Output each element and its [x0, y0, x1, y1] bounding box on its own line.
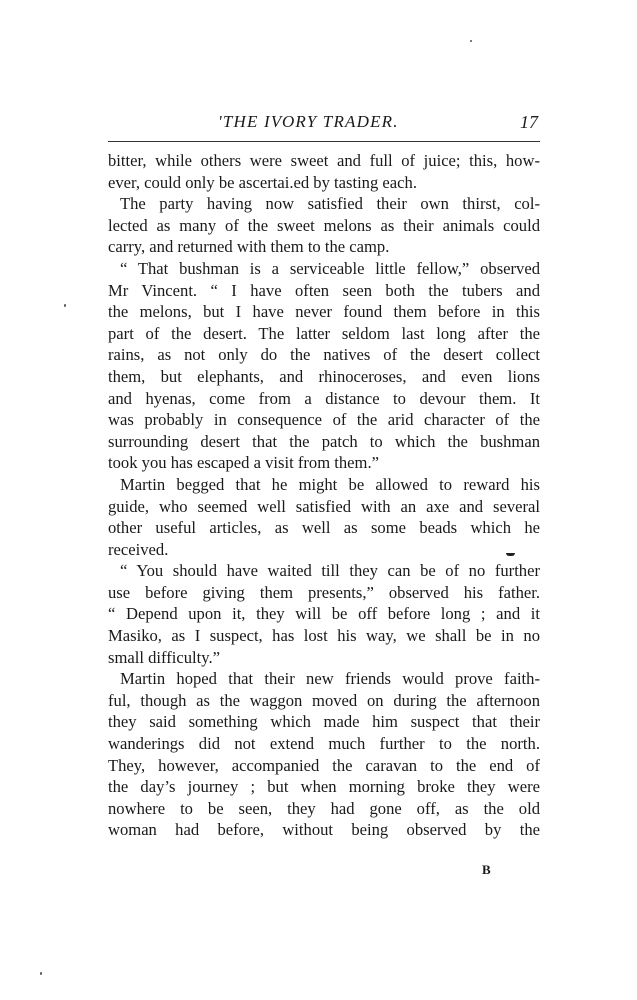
running-title: 'THE IVORY TRADER. — [218, 112, 399, 131]
text-line: The party having now satisfied their own thirst, col- — [120, 194, 540, 214]
header-rule — [108, 141, 540, 142]
text-line: other useful articles, as well as some beads which he — [108, 518, 540, 538]
ink-speck — [64, 304, 66, 307]
text-line: small difficulty.” — [108, 647, 220, 667]
ink-speck — [40, 972, 42, 975]
text-line: Masiko, as I suspect, has lost his way, we shall be in no — [108, 626, 540, 646]
text-line: and hyenas, come from a distance to devour them. It — [108, 388, 540, 408]
text-line: them, but elephants, and rhinoceroses, and even lions — [108, 366, 540, 386]
page-number: 17 — [520, 112, 538, 132]
text-line: “ That bushman is a serviceable little fellow,” observed — [120, 258, 540, 278]
text-line: was probably in consequence of the arid character of the — [108, 410, 540, 430]
text-line: they said something which made him suspect that their — [108, 712, 540, 732]
text-line: ful, though as the waggon moved on during the afternoon — [108, 690, 540, 710]
text-line: guide, who seemed well satisfied with an axe and several — [108, 496, 540, 516]
signature-mark: B — [482, 862, 492, 877]
text-line: They, however, accompanied the caravan to the end of — [108, 755, 540, 775]
text-line: the day’s journey ; but when morning broke they were — [108, 777, 540, 797]
text-line: ever, could only be ascertai.ed by tasting each. — [108, 172, 417, 192]
text-line: Mr Vincent. “ I have often seen both the tubers and — [108, 280, 540, 300]
text-line: “ You should have waited till they can be of no further — [120, 561, 540, 581]
text-line: lected as many of the sweet melons as their animals could — [108, 215, 540, 235]
text-line: received. — [108, 539, 169, 559]
text-line: nowhere to be seen, they had gone off, as the old — [108, 798, 540, 818]
text-line: woman had before, without being observed by the — [108, 820, 540, 840]
text-line: carry, and returned with them to the camp. — [108, 237, 390, 257]
text-line: use before giving them presents,” observed his father. — [108, 582, 540, 602]
text-line: Martin hoped that their new friends would prove faith- — [120, 669, 540, 689]
text-line: surrounding desert that the patch to which the bushman — [108, 431, 540, 451]
text-line: wanderings did not extend much further to the north. — [108, 734, 540, 754]
text-line: part of the desert. The latter seldom last long after the — [108, 323, 540, 343]
body-text — [108, 150, 540, 841]
text-line: rains, as not only do the natives of the desert collect — [108, 345, 540, 365]
text-line: Martin begged that he might be allowed to reward his — [120, 474, 540, 494]
running-head — [108, 112, 540, 136]
text-line: bitter, while others were sweet and full of juice; this, how- — [108, 151, 540, 170]
text-line: “ Depend upon it, they will be off before long ; and it — [108, 604, 540, 624]
text-line: the melons, but I have never found them before in this — [108, 302, 540, 322]
ink-speck — [470, 40, 472, 42]
text-line: took you has escaped a visit from them.” — [108, 453, 379, 473]
